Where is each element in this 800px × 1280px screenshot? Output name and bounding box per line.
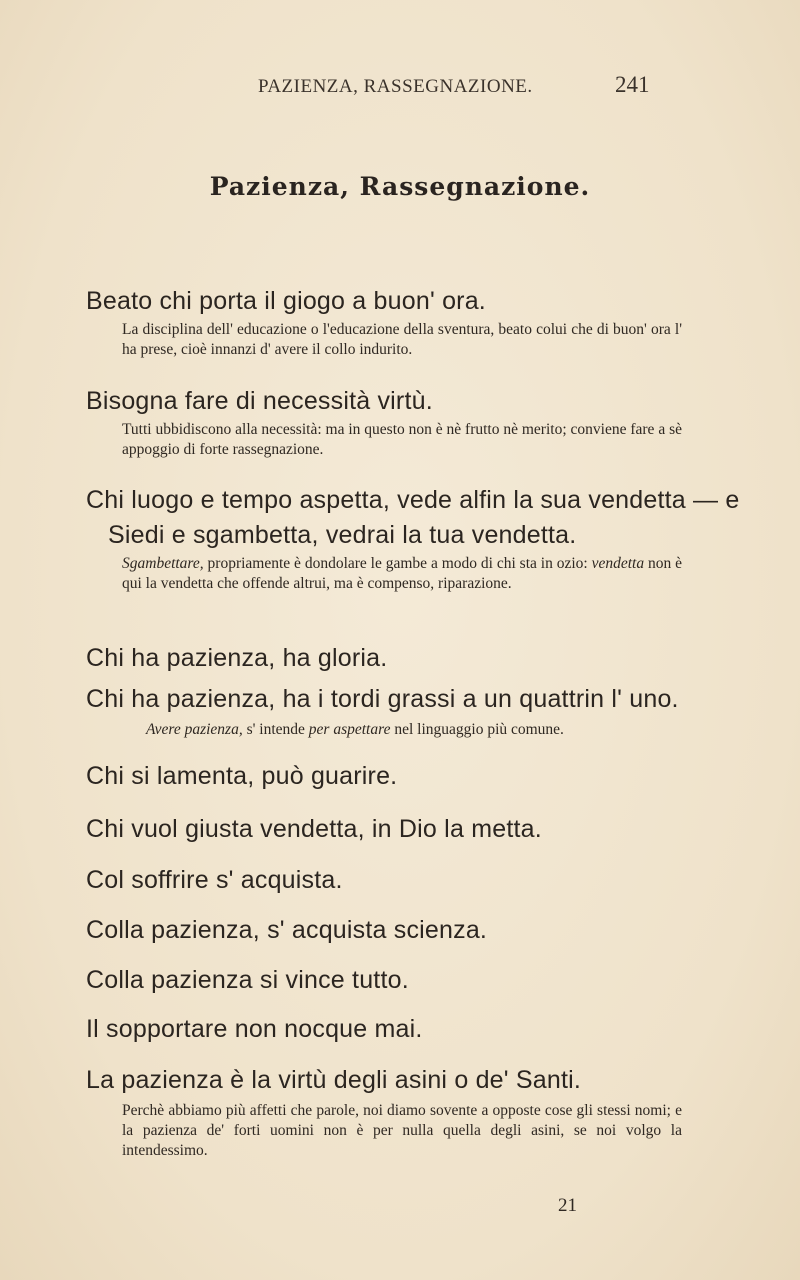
note-5-text-a: s' intende [242, 721, 309, 738]
proverb-12: La pazienza è la virtù degli asini o de' Santi. [86, 1066, 582, 1094]
note-3 [122, 554, 682, 594]
note-2: Tutti ubbidiscono alla necessità: ma in questo non è nè frutto nè merito; conviene fare a sè appoggio di forte rassegnazione. [122, 421, 682, 458]
note-3-term: Sgambettare, [122, 555, 204, 572]
proverb-7: Chi vuol giusta vendetta, in Dio la metta. [86, 815, 542, 843]
proverb-2: Bisogna fare di necessità virtù. [86, 387, 433, 415]
section-title: Pazienza, Rassegnazione. [209, 172, 591, 201]
proverb-6: Chi si lamenta, può guarire. [86, 762, 398, 790]
proverb-11: Il sopportare non nocque mai. [86, 1015, 423, 1043]
proverb-3: Chi luogo e tempo aspetta, vede alfin la sua vendetta — e [86, 486, 740, 514]
proverb-8: Col soffrire s' acquista. [86, 866, 343, 894]
note-3-text-a: propriamente è dondolare le gambe a modo di chi sta in ozio: [203, 555, 592, 572]
note-5-text-b: nel linguaggio più comune. [390, 721, 564, 738]
note-5-term: Avere pazienza, [146, 721, 243, 738]
proverb-4: Chi ha pazienza, ha gloria. [86, 644, 388, 672]
page-number: 241 [615, 72, 650, 97]
proverb-5: Chi ha pazienza, ha i tordi grassi a un quattrin l' uno. [86, 685, 679, 713]
proverb-10: Colla pazienza si vince tutto. [86, 966, 409, 994]
note-5-term-b: per aspettare [308, 721, 391, 738]
proverb-1: Beato chi porta il giogo a buon' ora. [86, 287, 486, 315]
note-3-term-b: vendetta [591, 555, 645, 572]
running-head [0, 72, 800, 100]
note-12: Perchè abbiamo più affetti che parole, noi diamo sovente a opposte cose gli stessi nomi; e la pazienza de' forti uomini non è per nulla quella degli asini, se noi volgo la intendessimo. [122, 1102, 682, 1159]
note-1: La disciplina dell' educazione o l'educazione della sventura, beato colui che di buon' ora l' ha prese, cioè innanzi d' avere il collo indurito. [122, 321, 682, 358]
signature-mark: 21 [558, 1195, 577, 1216]
proverb-3-continuation: Siedi e sgambetta, vedrai la tua vendetta. [108, 521, 577, 549]
note-5 [146, 720, 686, 740]
running-title: PAZIENZA, RASSEGNAZIONE. [258, 76, 533, 97]
note-3-text-b: non è qui la vendetta che offende altrui, ma è compenso, riparazione. [122, 555, 682, 592]
proverb-9: Colla pazienza, s' acquista scienza. [86, 916, 488, 944]
